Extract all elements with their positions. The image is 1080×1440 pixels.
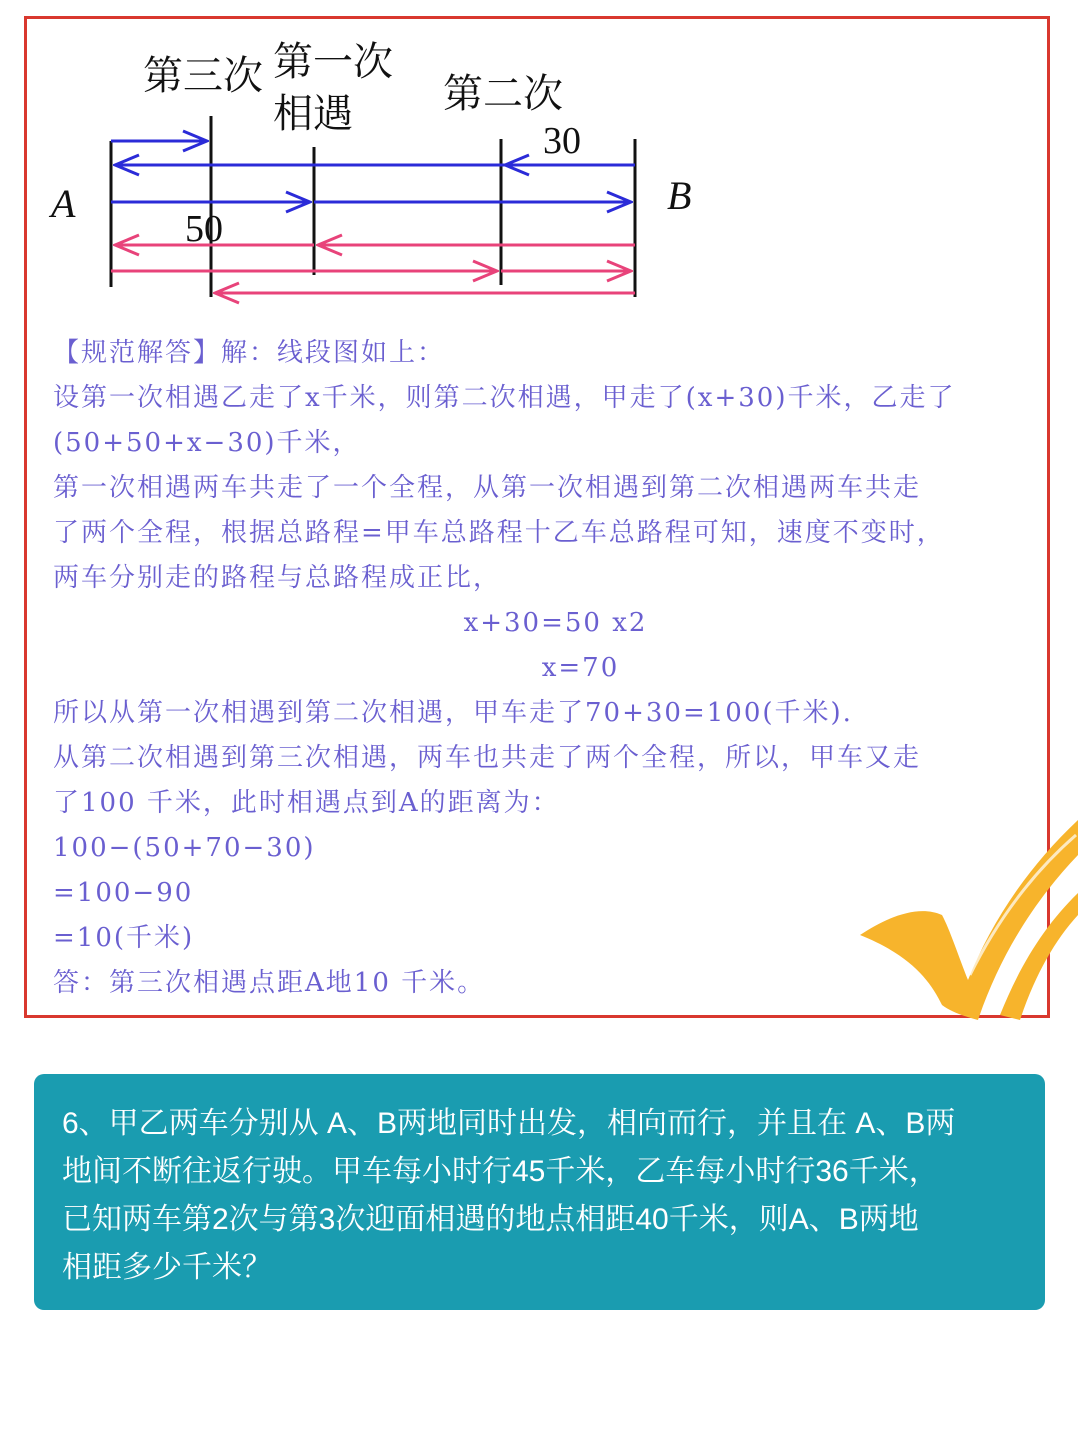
solution-line: 两车分别走的路程与总路程成正比， (53, 563, 502, 593)
answer-line: 答：第三次相遇点距A地10 千米。 (53, 968, 486, 998)
solution-line: 了两个全程，根据总路程=甲车总路程十乙车总路程可知，速度不变时， (53, 518, 945, 548)
label-b: B (667, 173, 692, 218)
label-50: 50 (185, 208, 223, 250)
label-first-meet: 第一次 (273, 39, 393, 85)
label-meet: 相遇 (273, 91, 353, 137)
line-segment-diagram (27, 19, 787, 319)
question-line: 已知两车第2次与第3次迎面相遇的地点相距40千米，则A、B两地 (62, 1203, 919, 1236)
label-30: 30 (543, 120, 581, 162)
solution-line: 所以从第一次相遇到第二次相遇，甲车走了70+30=100(千米). (53, 698, 853, 728)
solution-line: =10(千米) (53, 923, 195, 953)
question-line: 6、甲乙两车分别从 A、B两地同时出发，相向而行，并且在 A、B两 (62, 1107, 956, 1140)
solution-line: 设第一次相遇乙走了x千米，则第二次相遇，甲走了(x+30)千米，乙走了 (53, 383, 956, 413)
check-mark-icon (850, 815, 1080, 1025)
solution-line: 100−(50+70−30) (53, 833, 316, 863)
question-box (34, 1074, 1045, 1310)
equation-line: x+30=50 x2 (463, 608, 648, 638)
label-second-meet: 第二次 (443, 71, 563, 117)
solution-line: =100−90 (53, 878, 194, 908)
solution-line: 从第二次相遇到第三次相遇，两车也共走了两个全程，所以，甲车又走 (53, 743, 922, 773)
question-line: 相距多少千米？ (62, 1251, 272, 1284)
solution-line: (50+50+x−30)千米， (53, 428, 361, 458)
solution-line: 第一次相遇两车共走了一个全程，从第一次相遇到第二次相遇两车共走 (53, 473, 922, 503)
question-line: 地间不断往返行驶。甲车每小时行45千米，乙车每小时行36千米， (62, 1155, 939, 1188)
label-a: A (51, 181, 76, 226)
equation-line: x=70 (541, 653, 620, 683)
solution-line: 了100 千米，此时相遇点到A的距离为： (53, 788, 560, 818)
solution-line: 【规范解答】解：线段图如上： (53, 338, 446, 368)
label-third-meet: 第三次 (143, 53, 263, 99)
